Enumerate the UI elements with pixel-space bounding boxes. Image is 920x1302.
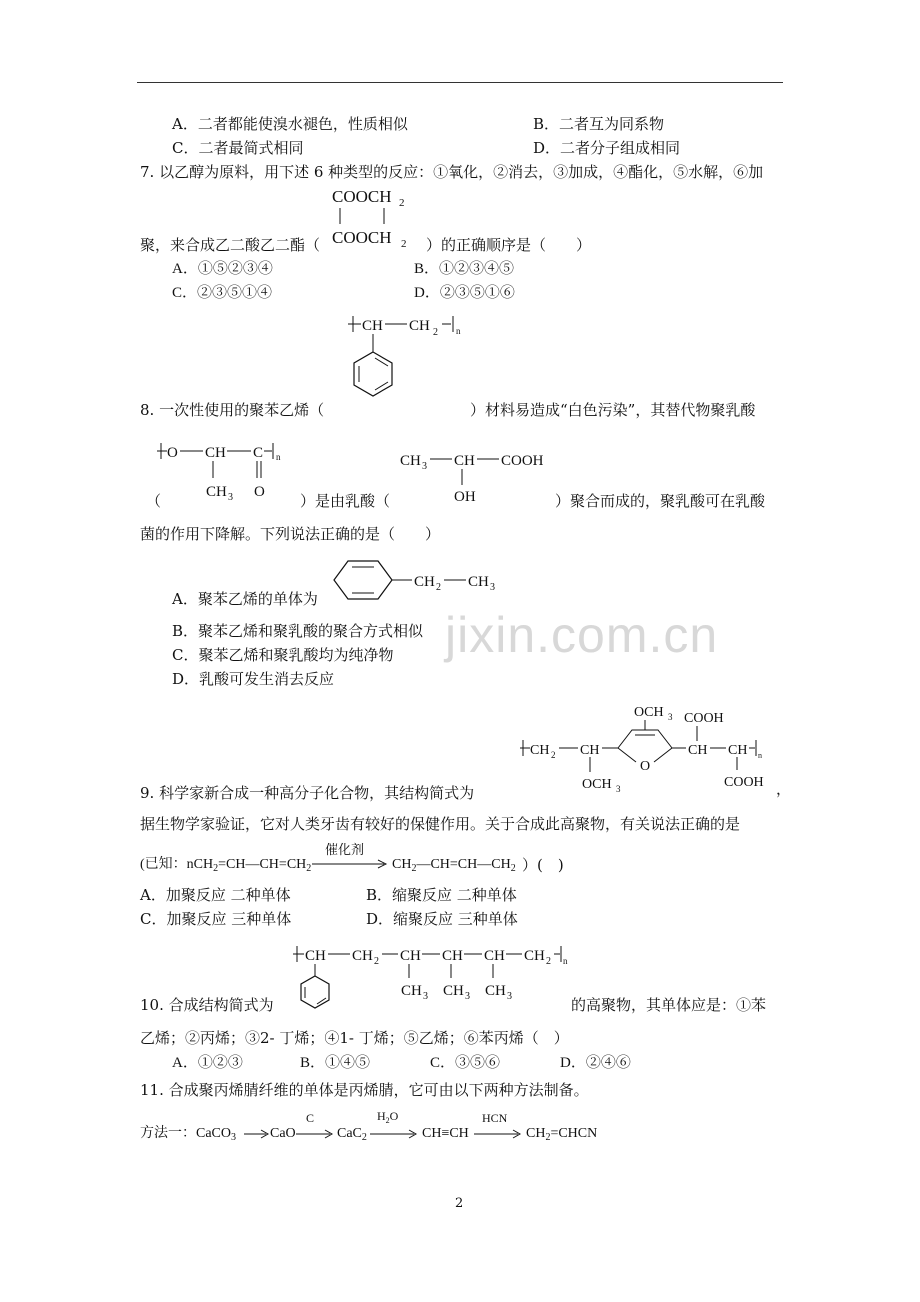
svg-text:OH: OH — [454, 489, 476, 505]
svg-text:COOH: COOH — [501, 453, 544, 469]
q7-stem-line2-pre: 聚，来合成乙二酸乙二酯（ — [140, 236, 321, 254]
q7-option-b: B．①②③④⑤ — [414, 261, 515, 277]
svg-text:3: 3 — [228, 492, 233, 503]
q7-diester-structure — [328, 186, 428, 252]
q7-struct-bottom: COOCH — [332, 228, 392, 247]
header-rule — [137, 82, 783, 83]
q7-option-c: C．②③⑤①④ — [172, 285, 273, 301]
q8-option-c: C．聚苯乙烯和聚乳酸均为纯净物 — [172, 646, 394, 664]
q10-option-a: A．①②③ — [172, 1055, 243, 1071]
svg-text:CH: CH — [728, 743, 748, 758]
q11-arrow-label-c: C — [306, 1111, 315, 1125]
svg-text:3: 3 — [422, 461, 427, 472]
svg-text:CH: CH — [400, 948, 421, 964]
q8-stem-line2-a: （ — [146, 492, 162, 510]
q9-polymer-structure — [518, 700, 778, 796]
q11-acrylonitrile: $CH_2=CHCN$ — [526, 1126, 598, 1143]
benzene-ring-icon — [354, 352, 392, 396]
q9-option-c: C．加聚反应 三种单体 — [140, 910, 292, 928]
svg-text:CH: CH — [205, 445, 226, 461]
svg-text:2: 2 — [399, 197, 405, 209]
q9-known-reaction: (已知：$nCH_2=CH—CH=CH_2$ — [140, 857, 312, 874]
q9-known-product: $CH_2—CH=CH—CH_2$ — [392, 857, 516, 874]
svg-text:CH: CH — [362, 318, 383, 334]
svg-text:CH: CH — [485, 983, 506, 999]
q8-stem-line2-b: ）是由乳酸（ — [300, 492, 391, 510]
reaction-arrow-icon — [244, 1129, 270, 1139]
svg-text:CH: CH — [442, 948, 463, 964]
q8-stem-line2-c: ）聚合而成的，聚乳酸可在乳酸 — [555, 492, 766, 510]
svg-text:3: 3 — [507, 991, 512, 1002]
q9-stem-line2: 据生物学家验证，它对人类牙齿有较好的保健作用。关于合成此高聚物，有关说法正确的是 — [140, 815, 741, 833]
q9-stem-line1: 9. 科学家新合成一种高分子化合物，其结构简式为 — [140, 784, 475, 802]
q7-struct-top: COOCH — [332, 187, 392, 206]
svg-text:3: 3 — [490, 582, 495, 593]
q6-option-d: D．二者分子组成相同 — [533, 139, 681, 157]
q8-stem-line1-pre: 8. 一次性使用的聚苯乙烯（ — [140, 401, 325, 419]
q10-polymer-structure — [290, 940, 580, 1028]
svg-text:OCH: OCH — [582, 777, 612, 792]
svg-text:n: n — [563, 956, 568, 966]
svg-text:O: O — [254, 484, 265, 500]
svg-text:CH: CH — [352, 948, 373, 964]
q8-lactic-acid-structure — [398, 448, 558, 504]
svg-text:CH: CH — [206, 484, 227, 500]
q7-stem-line1: 7. 以乙醇为原料，用下述 6 种类型的反应：①氧化，②消去，③加成，④酯化，⑤水解，⑥加 — [140, 163, 764, 181]
q9-catalyst-label: 催化剂 — [325, 843, 365, 858]
svg-text:3: 3 — [668, 712, 673, 722]
svg-text:CH: CH — [401, 983, 422, 999]
svg-text:CH: CH — [468, 574, 489, 590]
q10-stem-line1-post: 的高聚物，其单体应是：①苯 — [571, 996, 767, 1014]
svg-text:CH: CH — [454, 453, 475, 469]
q10-option-d: D．②④⑥ — [560, 1055, 631, 1071]
svg-text:OCH: OCH — [634, 705, 664, 720]
watermark: jixin.com.cn — [445, 607, 719, 663]
page-number: 2 — [455, 1196, 464, 1211]
svg-text:CH: CH — [688, 743, 708, 758]
svg-text:3: 3 — [465, 991, 470, 1002]
q8-option-d: D．乳酸可发生消去反应 — [172, 670, 335, 688]
svg-text:C: C — [253, 445, 264, 461]
svg-text:2: 2 — [374, 956, 379, 967]
reaction-arrow-icon — [296, 1129, 334, 1139]
q9-comma: ， — [776, 780, 792, 798]
q7-option-d: D．②③⑤①⑥ — [414, 285, 515, 301]
svg-text:3: 3 — [616, 784, 621, 794]
svg-text:CH: CH — [524, 948, 545, 964]
q10-option-b: B．①④⑤ — [300, 1055, 371, 1071]
svg-text:CH: CH — [443, 983, 464, 999]
svg-text:CH: CH — [530, 743, 550, 758]
svg-text:CH: CH — [484, 948, 505, 964]
q9-option-b: B．缩聚反应 二种单体 — [366, 886, 517, 904]
svg-text:O: O — [167, 445, 178, 461]
q11-cac2: CaC$_2$ — [337, 1126, 367, 1143]
q6-option-b: B．二者互为同系物 — [533, 115, 665, 133]
q6-option-a: A．二者都能使溴水褪色，性质相似 — [172, 115, 408, 133]
q9-answer-paren: ）( ) — [522, 856, 564, 874]
q11-method1-start: 方法一：CaCO$_3$ — [140, 1126, 236, 1143]
q10-option-c: C．③⑤⑥ — [430, 1055, 501, 1071]
svg-text:n: n — [456, 326, 461, 336]
q8-stem-line3: 菌的作用下降解。下列说法正确的是（ ） — [140, 525, 441, 543]
reaction-arrow-icon — [312, 859, 388, 869]
svg-text:2: 2 — [546, 956, 551, 967]
svg-text:CH: CH — [400, 453, 421, 469]
svg-text:CH: CH — [580, 743, 600, 758]
svg-text:O: O — [640, 759, 651, 774]
svg-text:2: 2 — [436, 582, 441, 593]
svg-text:COOH: COOH — [724, 775, 764, 790]
q9-option-d: D．缩聚反应 三种单体 — [366, 910, 518, 928]
svg-text:2: 2 — [401, 238, 407, 250]
q7-stem-line2-post: ）的正确顺序是（ ） — [426, 236, 592, 254]
q8-polystyrene-structure — [345, 312, 475, 412]
svg-text:CH: CH — [414, 574, 435, 590]
q11-arrow-label-hcn: HCN — [482, 1111, 508, 1125]
q8-stem-line1-post: ）材料易造成“白色污染”，其替代物聚乳酸 — [470, 401, 756, 419]
q11-stem: 11. 合成聚丙烯腈纤维的单体是丙烯腈，它可由以下两种方法制备。 — [140, 1081, 589, 1099]
reaction-arrow-icon — [370, 1129, 418, 1139]
svg-text:n: n — [276, 452, 281, 462]
q10-stem-line1-pre: 10. 合成结构简式为 — [140, 996, 274, 1014]
svg-text:3: 3 — [423, 991, 428, 1002]
svg-text:COOH: COOH — [684, 711, 724, 726]
q10-stem-line2: 乙烯；②丙烯；③2- 丁烯；④1- 丁烯；⑤乙烯；⑥苯丙烯（ ） — [140, 1029, 569, 1047]
q8-ethylbenzene-structure — [330, 558, 510, 606]
svg-text:2: 2 — [551, 750, 556, 760]
svg-text:2: 2 — [433, 327, 438, 338]
q7-option-a: A．①⑤②③④ — [172, 261, 273, 277]
q11-cao: CaO — [270, 1126, 296, 1141]
q6-option-c: C．二者最简式相同 — [172, 139, 304, 157]
q8-polylactic-acid-structure — [155, 440, 295, 504]
q8-option-a: A．聚苯乙烯的单体为 — [172, 590, 318, 608]
q11-acetylene: CH≡CH — [422, 1126, 469, 1141]
q11-arrow-label-h2o: $H_2O$ — [377, 1109, 399, 1125]
svg-text:n: n — [758, 751, 762, 760]
svg-text:CH: CH — [409, 318, 430, 334]
q8-option-b: B．聚苯乙烯和聚乳酸的聚合方式相似 — [172, 622, 424, 640]
svg-text:CH: CH — [305, 948, 326, 964]
q9-option-a: A．加聚反应 二种单体 — [140, 886, 291, 904]
reaction-arrow-icon — [474, 1129, 522, 1139]
